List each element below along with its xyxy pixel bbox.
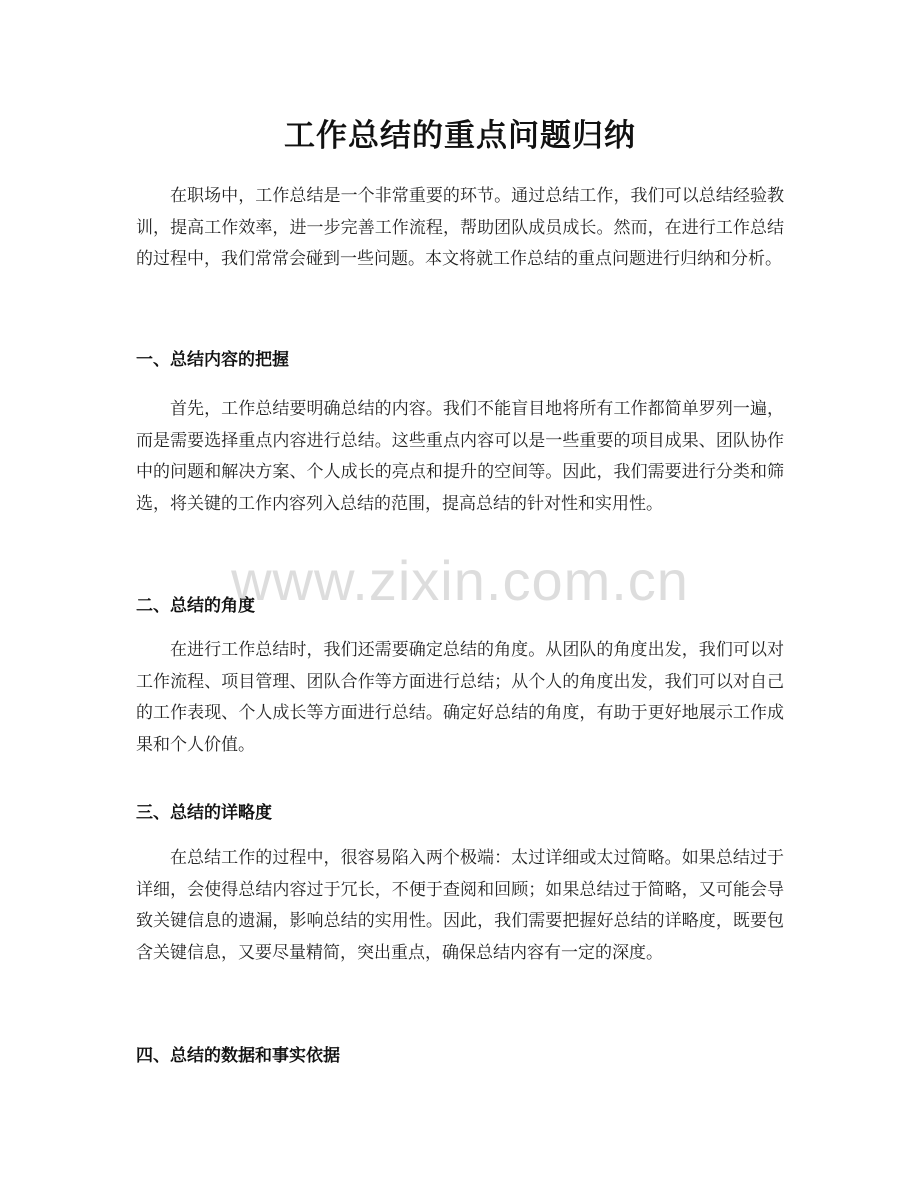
section-heading-2: 二、总结的角度	[136, 596, 255, 616]
section-heading-3: 三、总结的详略度	[136, 803, 272, 823]
watermark-text: www.zixin.com.cn	[231, 549, 689, 612]
section-body-1: 首先，工作总结要明确总结的内容。我们不能盲目地将所有工作都简单罗列一遍，而是需要选择重点内容进行总结。这些重点内容可以是一些重要的项目成果、团队协作中的问题和解决方案、个人成长的亮点和提升的空间等。因此，我们需要进行分类和筛选，将关键的工作内容列入总结的范围，提高总结的针对性和实用性。	[136, 399, 784, 514]
document-title: 工作总结的重点问题归纳	[284, 118, 636, 154]
section-body-2: 在进行工作总结时，我们还需要确定总结的角度。从团队的角度出发，我们可以对工作流程、项目管理、团队合作等方面进行总结；从个人的角度出发，我们可以对自己的工作表现、个人成长等方面进行总结。确定好总结的角度，有助于更好地展示工作成果和个人价值。	[136, 640, 784, 755]
intro-paragraph: 在职场中，工作总结是一个非常重要的环节。通过总结工作，我们可以总结经验教训，提高工作效率，进一步完善工作流程，帮助团队成员成长。然而，在进行工作总结的过程中，我们常常会碰到一些问题。本文将就工作总结的重点问题进行归纳和分析。	[136, 186, 784, 269]
section-body-3: 在总结工作的过程中，很容易陷入两个极端：太过详细或太过简略。如果总结过于详细，会使得总结内容过于冗长，不便于查阅和回顾；如果总结过于简略，又可能会导致关键信息的遗漏，影响总结的实用性。因此，我们需要把握好总结的详略度，既要包含关键信息，又要尽量精简，突出重点，确保总结内容有一定的深度。	[136, 848, 784, 963]
section-heading-1: 一、总结内容的把握	[136, 350, 289, 370]
section-heading-4: 四、总结的数据和事实依据	[136, 1046, 340, 1066]
